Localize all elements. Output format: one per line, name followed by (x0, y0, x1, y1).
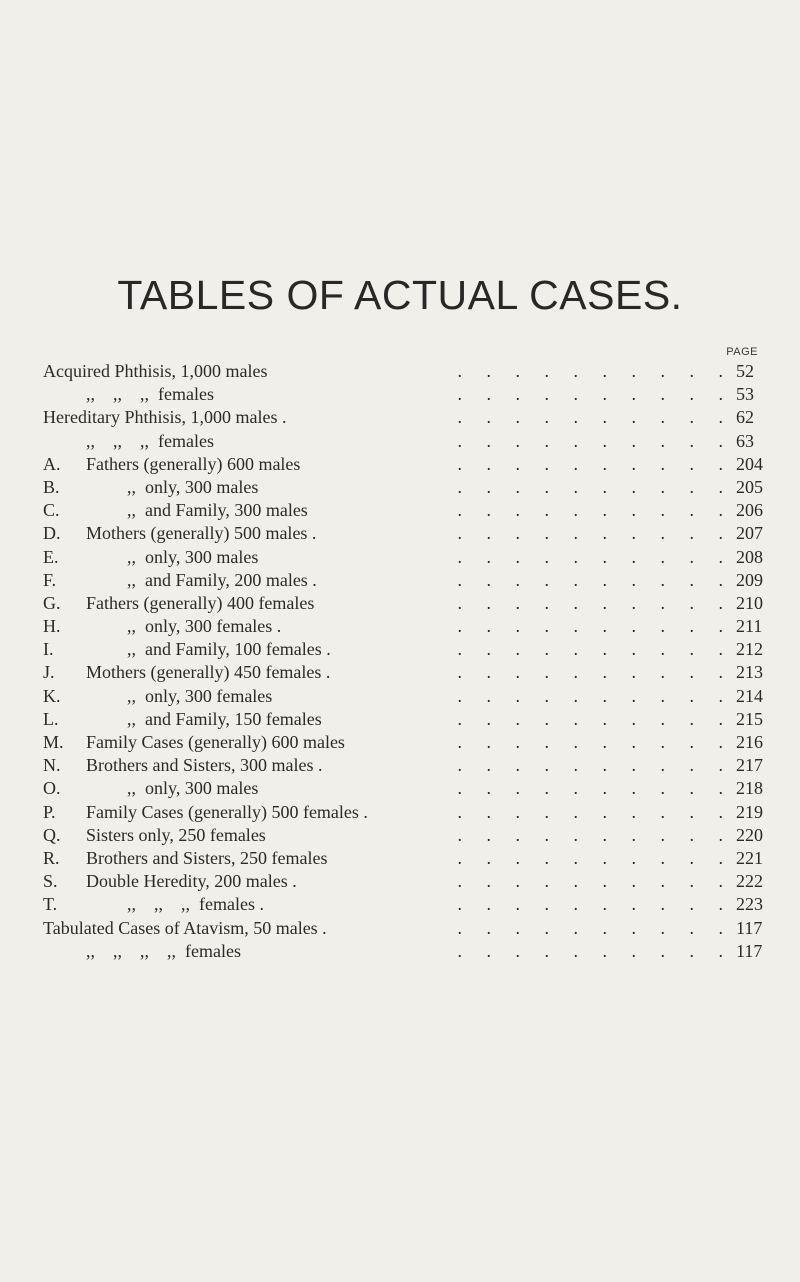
table-entry-text: ,, only, 300 males (127, 476, 259, 497)
page-number: 215 (736, 708, 763, 729)
table-entry-text: Hereditary Phthisis, 1,000 males . (43, 407, 287, 428)
page-number: 214 (736, 685, 763, 706)
table-letter: E. (43, 546, 59, 567)
table-entry-text: Tabulated Cases of Atavism, 50 males . (43, 917, 327, 938)
table-letter: B. (43, 476, 60, 497)
page-number: 210 (736, 592, 763, 613)
toc-row (43, 824, 768, 847)
dot-leader: . . . . . . . . . . (457, 778, 733, 799)
table-of-contents (43, 360, 768, 963)
table-entry-text: Brothers and Sisters, 250 females (86, 847, 328, 868)
table-letter: F. (43, 569, 57, 590)
dot-leader: . . . . . . . . . . (457, 685, 733, 706)
table-entry-text: Sisters only, 250 females (86, 824, 266, 845)
table-letter: I. (43, 639, 54, 660)
dot-leader: . . . . . . . . . . (457, 546, 733, 567)
table-letter: M. (43, 732, 64, 752)
toc-row (43, 430, 768, 453)
toc-row (43, 360, 768, 383)
table-letter: H. (43, 616, 61, 637)
table-entry-text: Fathers (generally) 600 males (86, 453, 301, 474)
dot-leader: . . . . . . . . . . (457, 639, 733, 660)
page-number: 117 (736, 917, 763, 938)
page-number: 117 (736, 940, 763, 961)
dot-leader: . . . . . . . . . . (457, 755, 733, 776)
toc-row (43, 522, 768, 545)
toc-row (43, 870, 768, 893)
page-number: 213 (736, 662, 763, 683)
page-number: 52 (736, 361, 754, 381)
page-number: 204 (736, 453, 763, 474)
table-entry-text: Family Cases (generally) 600 males (86, 732, 345, 752)
dot-leader: . . . . . . . . . . (457, 476, 733, 497)
page-number: 212 (736, 639, 763, 660)
page-number: 206 (736, 500, 763, 521)
table-entry-text: ,, ,, ,, ,, females (86, 940, 241, 961)
table-entry-text: Mothers (generally) 500 males . (86, 523, 317, 544)
toc-row (43, 685, 768, 708)
table-entry-text: Family Cases (generally) 500 females . (86, 801, 368, 822)
dot-leader: . . . . . . . . . . (457, 569, 733, 590)
page-number: 216 (736, 732, 763, 752)
page-number: 208 (736, 546, 763, 567)
table-letter: T. (43, 894, 58, 915)
table-entry-text: ,, and Family, 200 males . (127, 569, 317, 590)
table-entry-text: Double Heredity, 200 males . (86, 871, 297, 892)
toc-row (43, 754, 768, 777)
page-number: 63 (736, 430, 754, 451)
table-letter: C. (43, 500, 60, 521)
table-letter: K. (43, 685, 61, 706)
table-entry-text: ,, and Family, 150 females (127, 708, 322, 729)
toc-row (43, 453, 768, 476)
page-number: 53 (736, 384, 754, 405)
dot-leader: . . . . . . . . . . (457, 662, 733, 683)
dot-leader: . . . . . . . . . . (457, 917, 733, 938)
dot-leader: . . . . . . . . . . (457, 500, 733, 521)
toc-row (43, 917, 768, 940)
page-number: 219 (736, 801, 763, 822)
table-letter: N. (43, 755, 61, 776)
table-letter: S. (43, 871, 58, 892)
page-number: 222 (736, 871, 763, 892)
table-entry-text: Brothers and Sisters, 300 males . (86, 755, 323, 776)
dot-leader: . . . . . . . . . . (457, 824, 733, 845)
page-number: 205 (736, 476, 763, 497)
toc-row (43, 569, 768, 592)
toc-row (43, 801, 768, 824)
dot-leader: . . . . . . . . . . (457, 361, 733, 381)
dot-leader: . . . . . . . . . . (457, 940, 733, 961)
table-entry-text: ,, only, 300 females . (127, 616, 282, 637)
dot-leader: . . . . . . . . . . (457, 871, 733, 892)
page-number: 223 (736, 894, 763, 915)
page-number: 217 (736, 755, 763, 776)
table-entry-text: Mothers (generally) 450 females . (86, 662, 331, 683)
dot-leader: . . . . . . . . . . (457, 616, 733, 637)
table-letter: Q. (43, 824, 61, 845)
dot-leader: . . . . . . . . . . (457, 732, 733, 752)
table-entry-text: Fathers (generally) 400 females (86, 592, 315, 613)
toc-row (43, 383, 768, 406)
table-entry-text: ,, only, 300 males (127, 546, 259, 567)
table-letter: L. (43, 708, 59, 729)
toc-row (43, 615, 768, 638)
dot-leader: . . . . . . . . . . (457, 592, 733, 613)
table-entry-text: Acquired Phthisis, 1,000 males (43, 361, 268, 381)
page-number: 207 (736, 523, 763, 544)
table-entry-text: ,, ,, ,, females (86, 430, 214, 451)
dot-leader: . . . . . . . . . . (457, 453, 733, 474)
toc-row (43, 893, 768, 916)
toc-row (43, 406, 768, 429)
table-entry-text: ,, and Family, 100 females . (127, 639, 331, 660)
dot-leader: . . . . . . . . . . (457, 523, 733, 544)
table-letter: J. (43, 662, 55, 683)
page-number: 220 (736, 824, 763, 845)
table-entry-text: ,, ,, ,, females . (127, 894, 264, 915)
toc-row (43, 847, 768, 870)
dot-leader: . . . . . . . . . . (457, 801, 733, 822)
dot-leader: . . . . . . . . . . (457, 407, 733, 428)
dot-leader: . . . . . . . . . . (457, 430, 733, 451)
page-title: TABLES OF ACTUAL CASES. (117, 272, 683, 318)
toc-row (43, 731, 768, 754)
toc-row (43, 708, 768, 731)
table-letter: P. (43, 801, 56, 822)
toc-row (43, 777, 768, 800)
page-number: 218 (736, 778, 763, 799)
toc-row (43, 592, 768, 615)
table-entry-text: ,, only, 300 females (127, 685, 273, 706)
toc-row (43, 546, 768, 569)
table-letter: A. (43, 453, 61, 474)
dot-leader: . . . . . . . . . . (457, 384, 733, 405)
page-number: 62 (736, 407, 754, 428)
dot-leader: . . . . . . . . . . (457, 708, 733, 729)
toc-row (43, 499, 768, 522)
toc-row (43, 638, 768, 661)
toc-row (43, 940, 768, 963)
toc-row (43, 661, 768, 684)
page-number: 209 (736, 569, 763, 590)
table-letter: O. (43, 778, 61, 799)
toc-row (43, 476, 768, 499)
table-letter: D. (43, 523, 61, 544)
table-letter: G. (43, 592, 61, 613)
page-column-label: PAGE (726, 346, 758, 358)
dot-leader: . . . . . . . . . . (457, 894, 733, 915)
table-entry-text: ,, ,, ,, females (86, 384, 214, 405)
table-entry-text: ,, and Family, 300 males (127, 500, 308, 521)
page-number: 221 (736, 847, 763, 868)
page-number: 211 (736, 616, 763, 637)
table-entry-text: ,, only, 300 males (127, 778, 259, 799)
dot-leader: . . . . . . . . . . (457, 847, 733, 868)
table-letter: R. (43, 847, 60, 868)
